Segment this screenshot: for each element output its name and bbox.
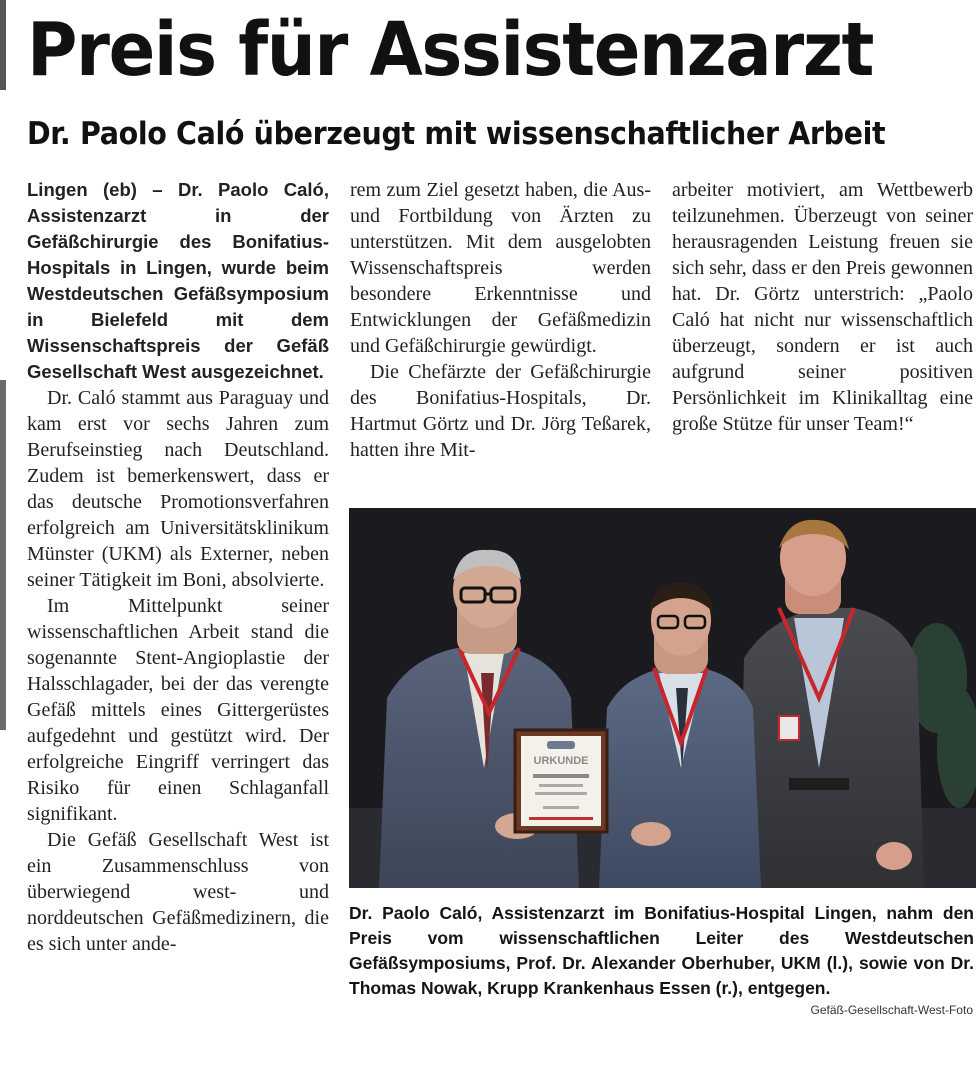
article-paragraph-4: Die Chefärzte der Gefäßchirurgie des Bonifatius-Hospitals, Dr. Hartmut Görtz und Dr. Jörg Teßarek, hatten ihre Mit-: [350, 361, 651, 461]
certificate-title: URKUNDE: [533, 755, 589, 767]
article-lead: Lingen (eb) – Dr. Paolo Caló, Assistenzarzt in der Gefäßchirurgie des Bonifatius-Hospitals in Lingen, wurde beim Westdeutschen Gefäßsymposium in Bielefeld mit dem Wissenschaftspreis der Gefäß Gesellschaft West ausgezeichnet.: [27, 179, 329, 382]
award-photo-illustration: [349, 508, 976, 888]
article-paragraph-2: Im Mittelpunkt seiner wissenschaftlichen Arbeit stand die sogenannte Stent-Angioplastie der Halsschlagader, bei der das verengte Gefäß mittels eines Gittergerüstes aufgedehnt und gestützt wird. Der erfolgreiche Eingriff verringert das Risiko für einen Schlaganfall signifikant.: [27, 595, 329, 825]
article-paragraph-3: Die Gefäß Gesellschaft West ist ein Zusammenschluss von überwiegend west- und norddeutschen Gefäßmedizinern, die es sich unter ande-: [27, 829, 329, 955]
subheadline: Dr. Paolo Caló überzeugt mit wissenschaftlicher Arbeit: [27, 116, 886, 152]
award-photo: [349, 508, 976, 888]
article-paragraph-4-continued: arbeiter motiviert, am Wettbewerb teilzunehmen. Überzeugt von seiner herausragenden Leistung freuen sie sich sehr, dass er den Preis gewonnen hat. Dr. Görtz unterstrich: „Paolo Caló hat nicht nur wissenschaftlich überzeugt, sondern er ist auch aufgrund seiner positiven Persönlichkeit im Klinikalltag eine große Stütze für unser Team!“: [672, 179, 973, 435]
headline: Preis für Assistenzarzt: [27, 7, 874, 93]
left-edge-fragment: [0, 0, 14, 1071]
certificate: [515, 730, 607, 832]
article-column-3: [672, 177, 973, 437]
article-paragraph-3-continued: rem zum Ziel gesetzt haben, die Aus- und Fortbildung von Ärzten zu unterstützen. Mit dem ausgelobten Wissenschaftspreis werden besondere Erkenntnisse und Entwicklungen der Gefäßmedizin und Gefäßchirurgie gewürdigt.: [350, 179, 651, 357]
article-paragraph-1: Dr. Caló stammt aus Paraguay und kam erst vor sechs Jahren zum Berufseinstieg nach Deutschland. Zudem ist bemerkenswert, dass er das deutsche Promotionsverfahren erfolgreich am Universitätsklinikum Münster (UKM) als Externer, neben seiner Tätigkeit im Boni, absolvierte.: [27, 387, 329, 591]
article-column-2: [350, 177, 651, 463]
article-column-1: [27, 177, 329, 957]
photo-caption: Dr. Paolo Caló, Assistenzarzt im Bonifatius-Hospital Lingen, nahm den Preis vom wissenschaftlichen Leiter des Westdeutschen Gefäßsymposiums, Prof. Dr. Alexander Oberhuber, UKM (l.), sowie von Dr. Thomas Nowak, Krupp Krankenhaus Essen (r.), entgegen.: [349, 903, 974, 998]
photo-credit: Gefäß-Gesellschaft-West-Foto: [810, 1003, 973, 1017]
